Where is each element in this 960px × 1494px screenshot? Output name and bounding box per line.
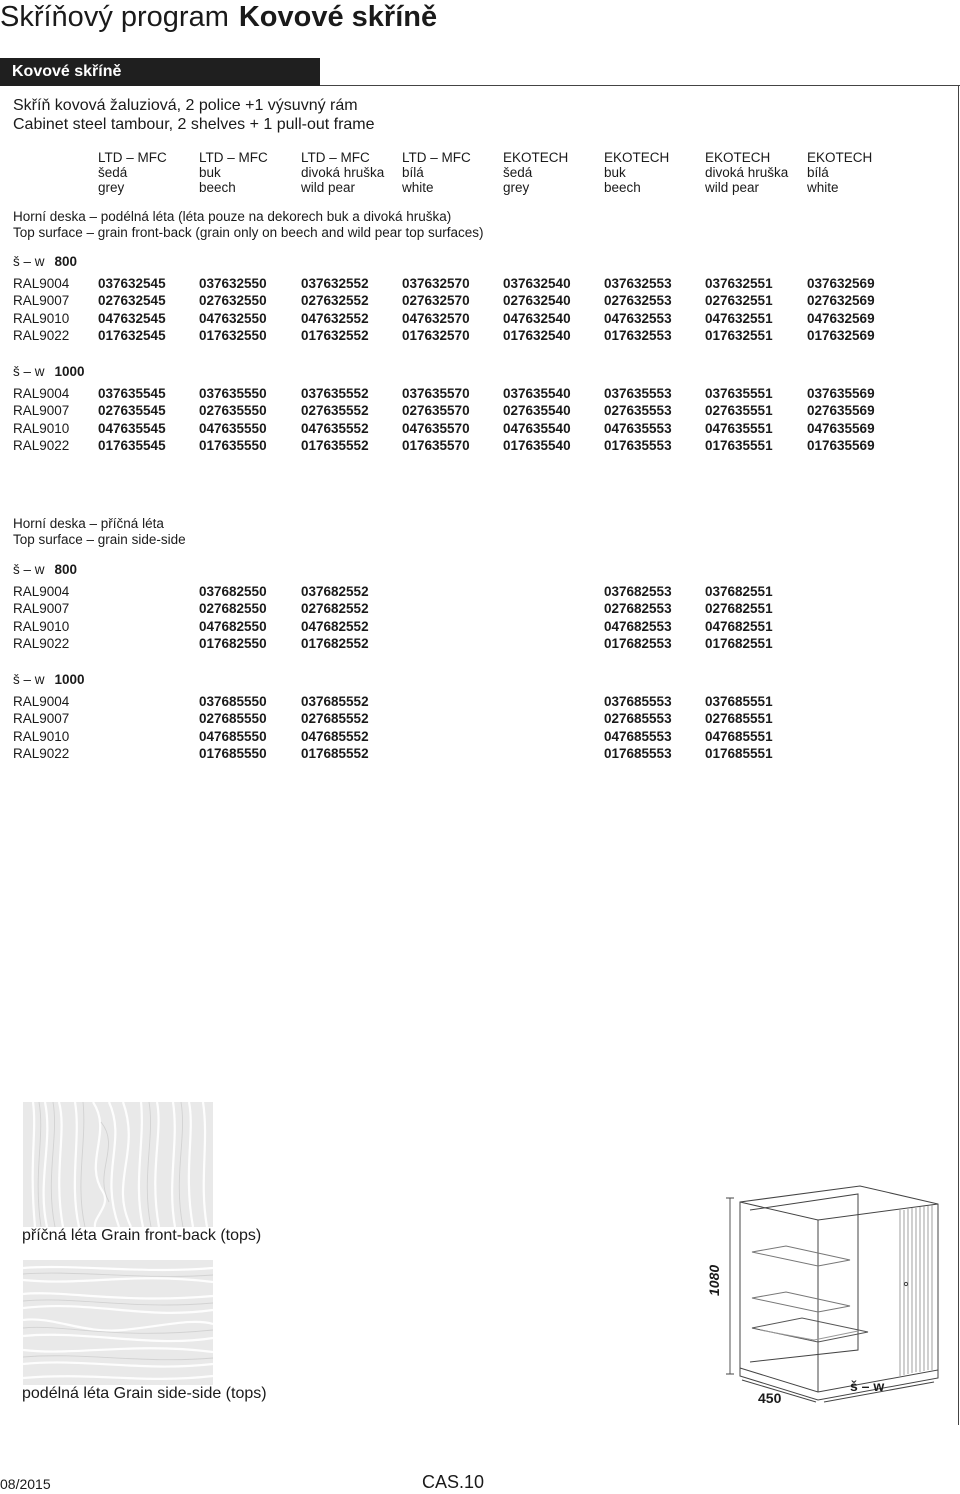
- ral-color-label: RAL9010: [13, 420, 70, 436]
- article-number: 037632552: [301, 276, 369, 291]
- article-number: 027685551: [705, 711, 773, 727]
- ral-color-label: RAL9010: [13, 618, 70, 634]
- article-number: 027682551: [705, 601, 773, 617]
- size-label-prefix: š – w: [13, 562, 45, 577]
- article-number: 047635569: [807, 420, 875, 436]
- section1-title-en: Top surface – grain front-back (grain only on beech and wild pear top surfaces): [13, 225, 484, 240]
- ral-color-label: RAL9007: [13, 711, 70, 727]
- ral-color-label: RAL9022: [13, 328, 70, 344]
- article-number: 047682551: [705, 618, 773, 634]
- article-number: 017685551: [705, 746, 773, 762]
- article-number: 027685550: [199, 711, 267, 727]
- product-name-cz: Skříň kovová žaluziová, 2 police +1 výsuvný rám: [13, 97, 358, 114]
- article-number: 037632569: [807, 276, 875, 291]
- article-number: 037635550: [199, 386, 267, 401]
- column-header-l3: white: [807, 180, 839, 195]
- article-number: 037685551: [705, 694, 773, 709]
- page-title: [0, 0, 437, 34]
- column-header-l3: wild pear: [301, 180, 356, 195]
- article-number: 027632551: [705, 293, 773, 309]
- article-number: 017635569: [807, 438, 875, 454]
- article-number: 027632569: [807, 293, 875, 309]
- section2-title-cz: Horní deska – příčná léta: [13, 516, 164, 531]
- article-number: 037635569: [807, 386, 875, 401]
- article-number: 037685553: [604, 694, 672, 709]
- article-number: 037635552: [301, 386, 369, 401]
- article-number: 037632553: [604, 276, 672, 291]
- ral-color-label: RAL9022: [13, 746, 70, 762]
- size-label: [13, 672, 85, 687]
- size-label-prefix: š – w: [13, 672, 45, 687]
- article-number: 027632540: [503, 293, 571, 309]
- article-number: 027635552: [301, 403, 369, 419]
- article-number: 027635553: [604, 403, 672, 419]
- dimension-height: 1080: [706, 1264, 722, 1296]
- article-number: 047632545: [98, 310, 166, 326]
- size-label-value: 800: [54, 562, 78, 577]
- product-name-en: Cabinet steel tambour, 2 shelves + 1 pull-out frame: [13, 116, 375, 133]
- article-number: 017685550: [199, 746, 267, 762]
- article-number: 037632551: [705, 276, 773, 291]
- column-header-l2: bílá: [402, 165, 424, 180]
- article-number: 027635569: [807, 403, 875, 419]
- article-number: 047685550: [199, 728, 267, 744]
- article-number: 037682553: [604, 584, 672, 599]
- article-number: 027635545: [98, 403, 166, 419]
- size-label-value: 800: [54, 254, 78, 269]
- column-header-l3: wild pear: [705, 180, 760, 195]
- column-header-l2: bílá: [807, 165, 829, 180]
- frame-right-rule: [958, 85, 959, 1425]
- article-number: 037635540: [503, 386, 571, 401]
- section-band: Kovové skříně: [0, 58, 320, 86]
- article-number: 027682553: [604, 601, 672, 617]
- article-number: 027632550: [199, 293, 267, 309]
- article-number: 017635545: [98, 438, 166, 454]
- article-number: 047635553: [604, 420, 672, 436]
- article-number: 017632550: [199, 328, 267, 344]
- article-number: 047682552: [301, 618, 369, 634]
- article-number: 037635545: [98, 386, 166, 401]
- article-number: 027635570: [402, 403, 470, 419]
- article-number: 047685552: [301, 728, 369, 744]
- ral-color-label: RAL9022: [13, 438, 70, 454]
- article-number: 017635540: [503, 438, 571, 454]
- article-number: 047632570: [402, 310, 470, 326]
- ral-color-label: RAL9004: [13, 386, 70, 401]
- article-number: 027635550: [199, 403, 267, 419]
- size-label: [13, 562, 77, 577]
- column-header-l1: LTD – MFC: [301, 150, 370, 165]
- article-number: 017635552: [301, 438, 369, 454]
- ral-color-label: RAL9007: [13, 293, 70, 309]
- column-header-l2: divoká hruška: [705, 165, 789, 180]
- article-number: 017635553: [604, 438, 672, 454]
- article-number: 037632540: [503, 276, 571, 291]
- column-header-l1: EKOTECH: [604, 150, 670, 165]
- dimension-depth: 450: [758, 1390, 782, 1406]
- article-number: 017632552: [301, 328, 369, 344]
- article-number: 047635540: [503, 420, 571, 436]
- article-number: 047635570: [402, 420, 470, 436]
- article-number: 017635570: [402, 438, 470, 454]
- column-header-l1: EKOTECH: [705, 150, 771, 165]
- article-number: 037635553: [604, 386, 672, 401]
- article-number: 047632540: [503, 310, 571, 326]
- article-number: 017685553: [604, 746, 672, 762]
- ral-color-label: RAL9007: [13, 601, 70, 617]
- footer-page: CAS.10: [422, 1472, 485, 1492]
- column-header-l1: EKOTECH: [807, 150, 873, 165]
- size-label-prefix: š – w: [13, 254, 45, 269]
- article-number: 047682553: [604, 618, 672, 634]
- section1-title-cz: Horní deska – podélná léta (léta pouze na dekorech buk a divoká hruška): [13, 209, 452, 224]
- column-header-l3: white: [402, 180, 434, 195]
- page-title-category: Kovové skříně: [238, 1, 438, 33]
- article-number: 027632553: [604, 293, 672, 309]
- article-number: 047635550: [199, 420, 267, 436]
- grain-side-side-caption: podélná léta Grain side-side (tops): [22, 1385, 267, 1402]
- article-number: 017632570: [402, 328, 470, 344]
- dimension-width: š – w: [850, 1378, 885, 1394]
- article-number: 027685552: [301, 711, 369, 727]
- article-number: 047635551: [705, 420, 773, 436]
- size-label-prefix: š – w: [13, 364, 45, 379]
- article-number: 017632551: [705, 328, 773, 344]
- size-label: [13, 254, 77, 269]
- ral-color-label: RAL9022: [13, 636, 70, 652]
- article-number: 047632551: [705, 310, 773, 326]
- article-number: 017682550: [199, 636, 267, 652]
- article-number: 027682550: [199, 601, 267, 617]
- grain-front-back-caption: příčná léta Grain front-back (tops): [22, 1227, 262, 1244]
- article-number: 047682550: [199, 618, 267, 634]
- column-header-l3: grey: [98, 180, 125, 195]
- article-number: 017682553: [604, 636, 672, 652]
- article-number: 017632540: [503, 328, 571, 344]
- column-header-l2: šedá: [98, 165, 128, 180]
- article-number: 017632545: [98, 328, 166, 344]
- article-number: 017682552: [301, 636, 369, 652]
- article-number: 017635551: [705, 438, 773, 454]
- article-number: 027632570: [402, 293, 470, 309]
- article-number: 037635551: [705, 386, 773, 401]
- column-header-l2: šedá: [503, 165, 533, 180]
- article-number: 037632570: [402, 276, 470, 291]
- article-number: 017685552: [301, 746, 369, 762]
- article-number: 037682552: [301, 584, 369, 599]
- article-number: 017632569: [807, 328, 875, 344]
- article-number: 037635570: [402, 386, 470, 401]
- frame-top-rule: [320, 85, 960, 86]
- article-number: 037682551: [705, 584, 773, 599]
- article-number: 017632553: [604, 328, 672, 344]
- column-header-l1: LTD – MFC: [402, 150, 471, 165]
- column-header-l3: beech: [604, 180, 641, 195]
- article-number: 027685553: [604, 711, 672, 727]
- article-number: 027635540: [503, 403, 571, 419]
- column-header-l3: grey: [503, 180, 530, 195]
- article-number: 047685551: [705, 728, 773, 744]
- article-number: 047632552: [301, 310, 369, 326]
- article-number: 017682551: [705, 636, 773, 652]
- article-number: 037632545: [98, 276, 166, 291]
- article-number: 047635545: [98, 420, 166, 436]
- grain-side-side-image: [23, 1260, 213, 1385]
- article-number: 037685550: [199, 694, 267, 709]
- size-label-value: 1000: [54, 364, 85, 379]
- ral-color-label: RAL9004: [13, 694, 70, 709]
- article-number: 027632545: [98, 293, 166, 309]
- page-title-series: Skříňový program: [0, 1, 229, 33]
- column-header-l2: buk: [199, 165, 221, 180]
- column-header-l2: divoká hruška: [301, 165, 385, 180]
- article-number: 037682550: [199, 584, 267, 599]
- ral-color-label: RAL9007: [13, 403, 70, 419]
- ral-color-label: RAL9010: [13, 728, 70, 744]
- ral-color-label: RAL9004: [13, 276, 70, 291]
- article-number: 027632552: [301, 293, 369, 309]
- article-number: 027635551: [705, 403, 773, 419]
- article-number: 017635550: [199, 438, 267, 454]
- column-header-l1: EKOTECH: [503, 150, 569, 165]
- section2-title-en: Top surface – grain side-side: [13, 532, 186, 547]
- article-number: 047632569: [807, 310, 875, 326]
- column-header-l3: beech: [199, 180, 236, 195]
- article-number: 037632550: [199, 276, 267, 291]
- column-header-l2: buk: [604, 165, 626, 180]
- ral-color-label: RAL9004: [13, 584, 70, 599]
- size-label-value: 1000: [54, 672, 85, 687]
- article-number: 027682552: [301, 601, 369, 617]
- size-label: [13, 364, 85, 379]
- article-number: 047685553: [604, 728, 672, 744]
- column-header-l1: LTD – MFC: [98, 150, 167, 165]
- article-number: 047635552: [301, 420, 369, 436]
- article-number: 047632550: [199, 310, 267, 326]
- column-header-l1: LTD – MFC: [199, 150, 268, 165]
- cabinet-drawing: [690, 1180, 945, 1415]
- grain-front-back-image: [23, 1102, 213, 1227]
- footer-date: 08/2015: [0, 1476, 51, 1492]
- article-number: 037685552: [301, 694, 369, 709]
- article-number: 047632553: [604, 310, 672, 326]
- ral-color-label: RAL9010: [13, 310, 70, 326]
